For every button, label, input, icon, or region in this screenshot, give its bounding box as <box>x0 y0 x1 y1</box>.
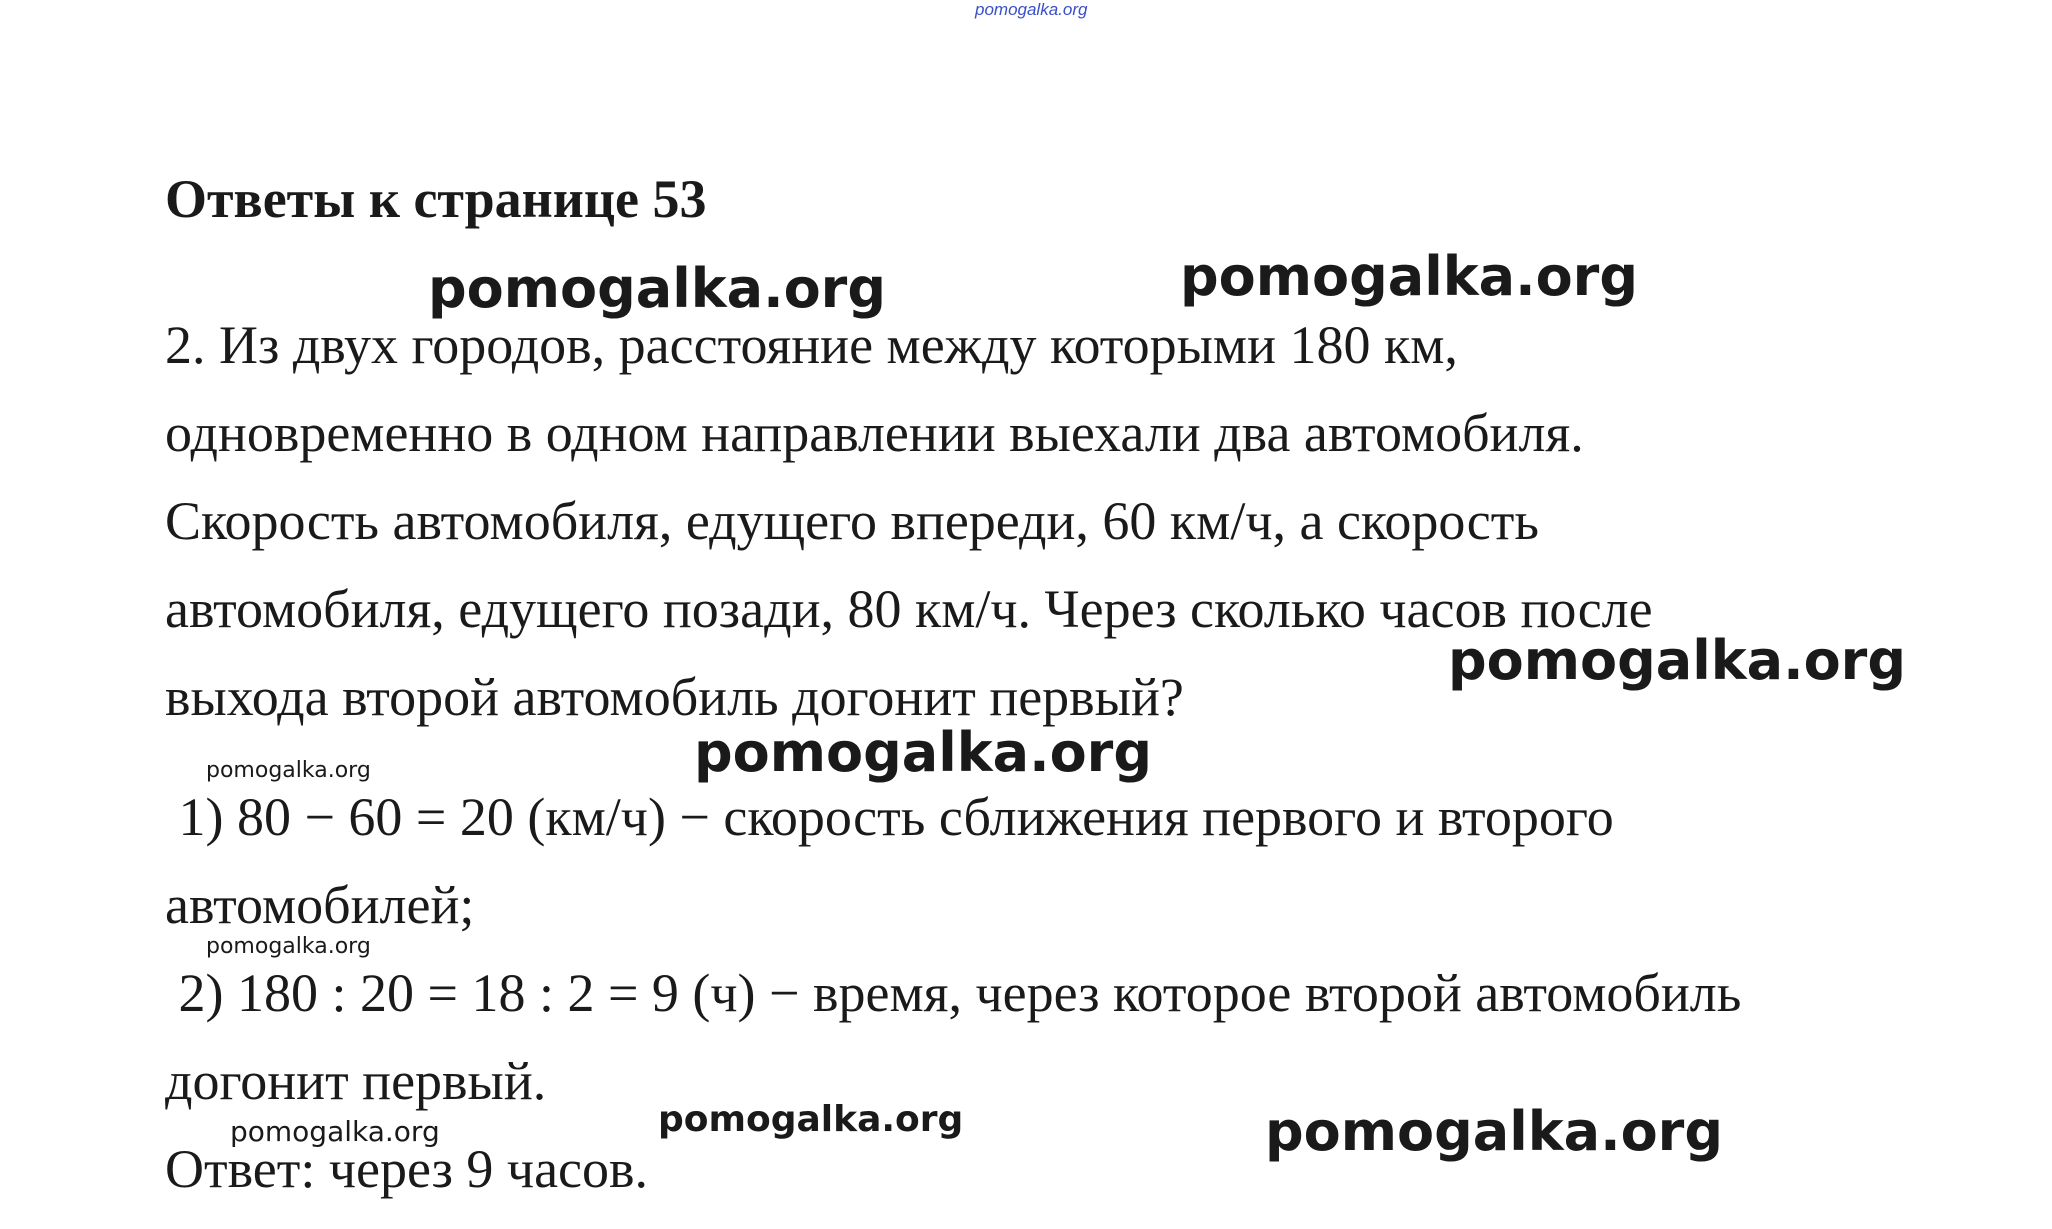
problem-line: одновременно в одном направлении выехали два автомобиля. <box>165 403 1584 463</box>
page-heading: Ответы к странице 53 <box>165 169 707 229</box>
watermark: pomogalka.org <box>1180 245 1638 308</box>
watermark: pomogalka.org <box>1448 629 1906 692</box>
solution-line: догонит первый. <box>165 1051 547 1111</box>
site-link[interactable]: pomogalka.org <box>975 0 1088 19</box>
watermark: pomogalka.org <box>206 758 371 783</box>
problem-line: Скорость автомобиля, едущего впереди, 60 км/ч, а скорость <box>165 491 1539 551</box>
problem-line: автомобиля, едущего позади, 80 км/ч. Через сколько часов после <box>165 579 1653 639</box>
solution-line: 2) 180 : 20 = 18 : 2 = 9 (ч) − время, через которое второй автомобиль <box>165 963 1742 1023</box>
watermark: pomogalka.org <box>206 934 371 959</box>
problem-line: выхода второй автомобиль догонит первый? <box>165 667 1184 727</box>
watermark: pomogalka.org <box>428 257 886 320</box>
watermark: pomogalka.org <box>1265 1100 1723 1163</box>
answer-line: Ответ: через 9 часов. <box>165 1139 649 1199</box>
watermark: pomogalka.org <box>694 721 1152 784</box>
problem-line: 2. Из двух городов, расстояние между которыми 180 км, <box>165 315 1458 375</box>
solution-line: автомобилей; <box>165 875 475 935</box>
solution-line: 1) 80 − 60 = 20 (км/ч) − скорость сближения первого и второго <box>165 787 1614 847</box>
watermark: pomogalka.org <box>658 1099 964 1140</box>
watermark: pomogalka.org <box>230 1115 440 1148</box>
